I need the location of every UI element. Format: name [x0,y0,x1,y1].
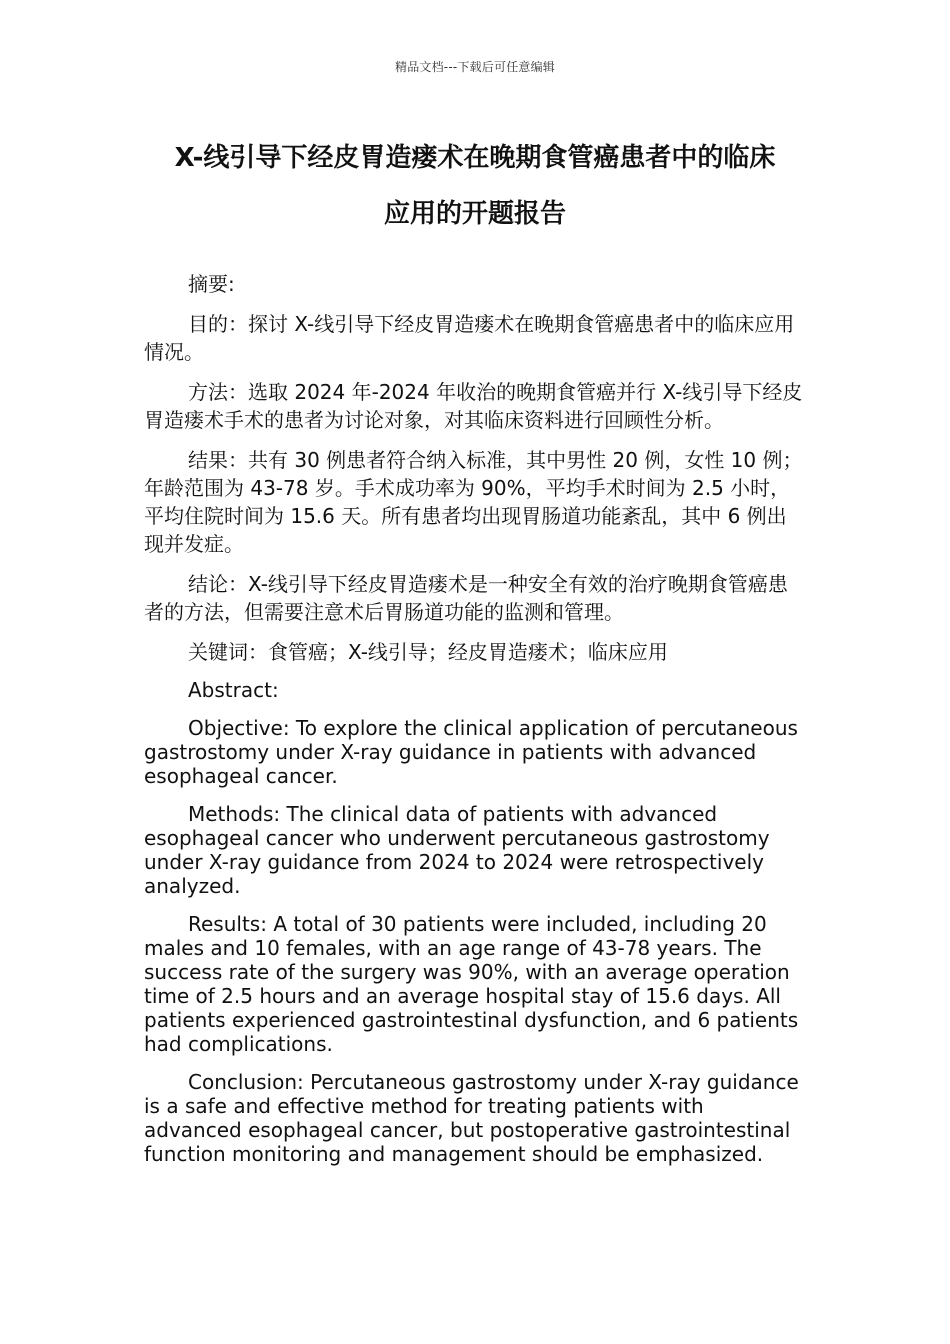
en-objective-paragraph: Objective: To explore the clinical application of percutaneous gastrostomy under X-ray guidance in patients with advanced esophageal cancer. [144,716,798,788]
title-line-1: X-线引导下经皮胃造瘘术在晚期食管癌患者中的临床 [174,143,776,173]
cn-keywords-paragraph: 关键词：食管癌；X-线引导；经皮胃造瘘术；临床应用 [188,640,668,664]
en-conclusion-paragraph: Conclusion: Percutaneous gastrostomy under X-ray guidance is a safe and effective method for treating patients with advanced esophageal cancer, but postoperative gastrointestinal function monitoring and management should be emphasized. [144,1070,799,1166]
cn-methods-paragraph: 方法：选取 2024 年-2024 年收治的晚期食管癌并行 X-线引导下经皮胃造瘘术手术的患者为讨论对象，对其临床资料进行回顾性分析。 [144,380,803,432]
cn-conclusion-paragraph: 结论：X-线引导下经皮胃造瘘术是一种安全有效的治疗晚期食管癌患者的方法，但需要注意术后胃肠道功能的监测和管理。 [144,572,788,624]
en-methods-paragraph: Methods: The clinical data of patients with advanced esophageal cancer who underwent percutaneous gastrostomy under X-ray guidance from 2024 to 2024 were retrospectively analyzed. [144,802,770,898]
cn-objective-paragraph: 目的：探讨 X-线引导下经皮胃造瘘术在晚期食管癌患者中的临床应用情况。 [144,312,795,364]
en-results-paragraph: Results: A total of 30 patients were included, including 20 males and 10 females, with an age range of 43-78 years. The success rate of the surgery was 90%, with an average operation time of 2.5 hours and an average hospital stay of 15.6 days. All patients experienced gastrointestinal dysfunction, and 6 patients had complications. [144,912,799,1056]
document-body [144,270,806,1180]
document-title [140,130,810,242]
cn-results-paragraph: 结果：共有 30 例患者符合纳入标准，其中男性 20 例，女性 10 例；年龄范围为 43-78 岁。手术成功率为 90%，平均手术时间为 2.5 小时，平均住院时间为 15.6 天。所有患者均出现胃肠道功能紊乱，其中 6 例出现并发症。 [144,448,803,556]
header-note: 精品文档---下载后可任意编辑 [395,60,555,74]
en-abstract-heading: Abstract: [188,678,279,702]
cn-abstract-heading: 摘要: [188,272,235,296]
title-line-2: 应用的开题报告 [383,199,566,229]
